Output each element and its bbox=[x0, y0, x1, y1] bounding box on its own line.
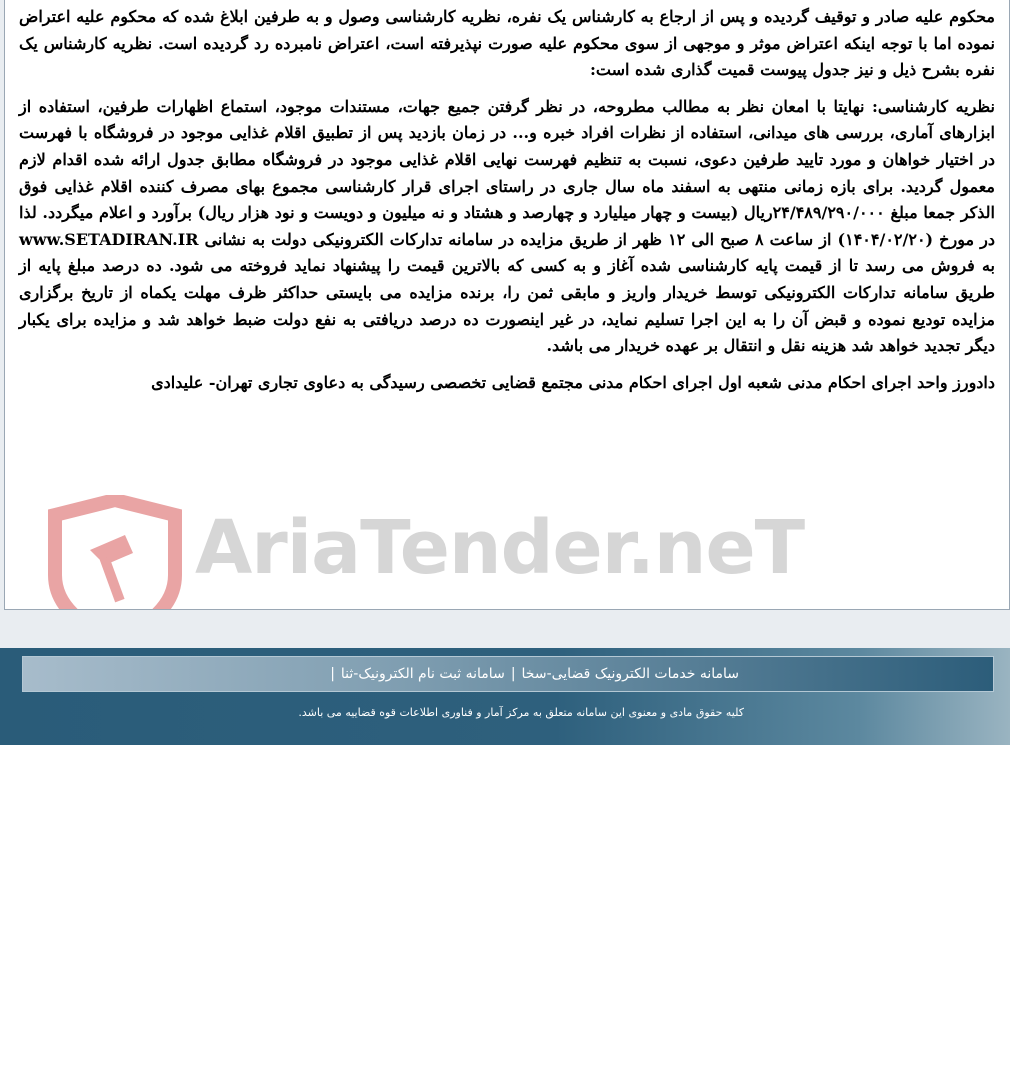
paragraph-expert-opinion: نظریه کارشناسی: نهایتا با امعان نظر به مطالب مطروحه، در نظر گرفتن جمیع جهات، مستندات موجود، استماع اظهارات طرفین، استفاده از ابزارهای آماری، بررسی های میدانی، استفاده از نظرات افراد خبره و... در زمان بازدید پس از تطبیق اقلام غذایی موجود در فروشگاه با فهرست در اختیار خواهان و مورد تایید طرفین دعوی، نسبت به تنظیم فهرست نهایی اقلام غذایی موجود در فروشگاه مطابق جدول ارائه شده اقدام لازم معمول گردید. برای بازه زمانی منتهی به اسفند ماه سال جاری در راستای اجرای قرار کارشناسی مجموع بهای مصرف کننده اقلام غذایی فوق الذکر جمعا مبلغ ۲۴/۴۸۹/۲۹۰/۰۰۰ریال (بیست و چهار میلیارد و چهارصد و هشتاد و نه میلیون و دویست و نود هزار ریال) برآورد و اعلام میگردد. لذا در مورخ (۱۴۰۴/۰۲/۲۰) از ساعت ۸ صبح الی ۱۲ ظهر از طریق مزایده در سامانه تدارکات الکترونیکی دولت به نشانی www.SETADIRAN.IR به فروش می رسد تا از قیمت پایه کارشناسی شده آغاز و به کسی که بالاترین قیمت را پیشنهاد نماید فروخته می شود. ده درصد مبلغ پایه از طریق سامانه تدارکات الکترونیکی توسط خریدار واریز و مابقی ثمن را، برنده مزایده می بایستی حداکثر ظرف مهلت یکماه از تاریخ برگزاری مزایده تودیع نموده و قبض آن را به این اجرا تسلیم نماید، در غیر اینصورت ده درصد دریافتی به نفع دولت ضبط خواهد شد و مزایده برای یکبار دیگر تجدید خواهد شد هزینه نقل و انتقال بر عهده خریدار می باشد. bbox=[19, 96, 996, 356]
paragraph-signature: دادورز واحد اجرای احکام مدنی شعبه اول اجرای احکام مدنی مجتمع قضایی تخصصی رسیدگی به دعاوی تجاری تهران- علیدادی bbox=[151, 372, 995, 392]
link-separator: | bbox=[510, 666, 516, 682]
link-sakha[interactable]: سامانه خدمات الکترونیک قضایی-سخا bbox=[521, 666, 739, 682]
link-sana[interactable]: سامانه ثبت نام الکترونیک-ثنا bbox=[340, 666, 505, 682]
footer-links-bar bbox=[22, 656, 994, 692]
copyright-text: کلیه حقوق مادی و معنوی این سامانه متعلق به مرکز آمار و فناوری اطلاعات قوه قضاییه می باشد. bbox=[298, 706, 744, 719]
watermark bbox=[45, 495, 805, 610]
document-body bbox=[19, 4, 995, 406]
paragraph-objection: محکوم علیه صادر و توقیف گردیده و پس از ارجاع به کارشناس یک نفره، نظریه کارشناسی وصول و به طرفین ابلاغ شده که محکوم علیه اعتراض نموده اما با توجه اینکه اعتراض موثر و موجهی از سوی محکوم علیه صورت نپذیرفته است، اعتراض نامبرده رد گردیده است. نظریه کارشناس یک نفره بشرح ذیل و نیز جدول پیوست قمیت گذاری شده است: bbox=[19, 7, 995, 80]
ariatender-logo-icon bbox=[45, 495, 185, 610]
link-separator-end: | bbox=[330, 666, 335, 682]
footer bbox=[0, 648, 1010, 745]
document-panel bbox=[4, 0, 1010, 610]
watermark-text: AriaTender.neT bbox=[195, 505, 805, 591]
